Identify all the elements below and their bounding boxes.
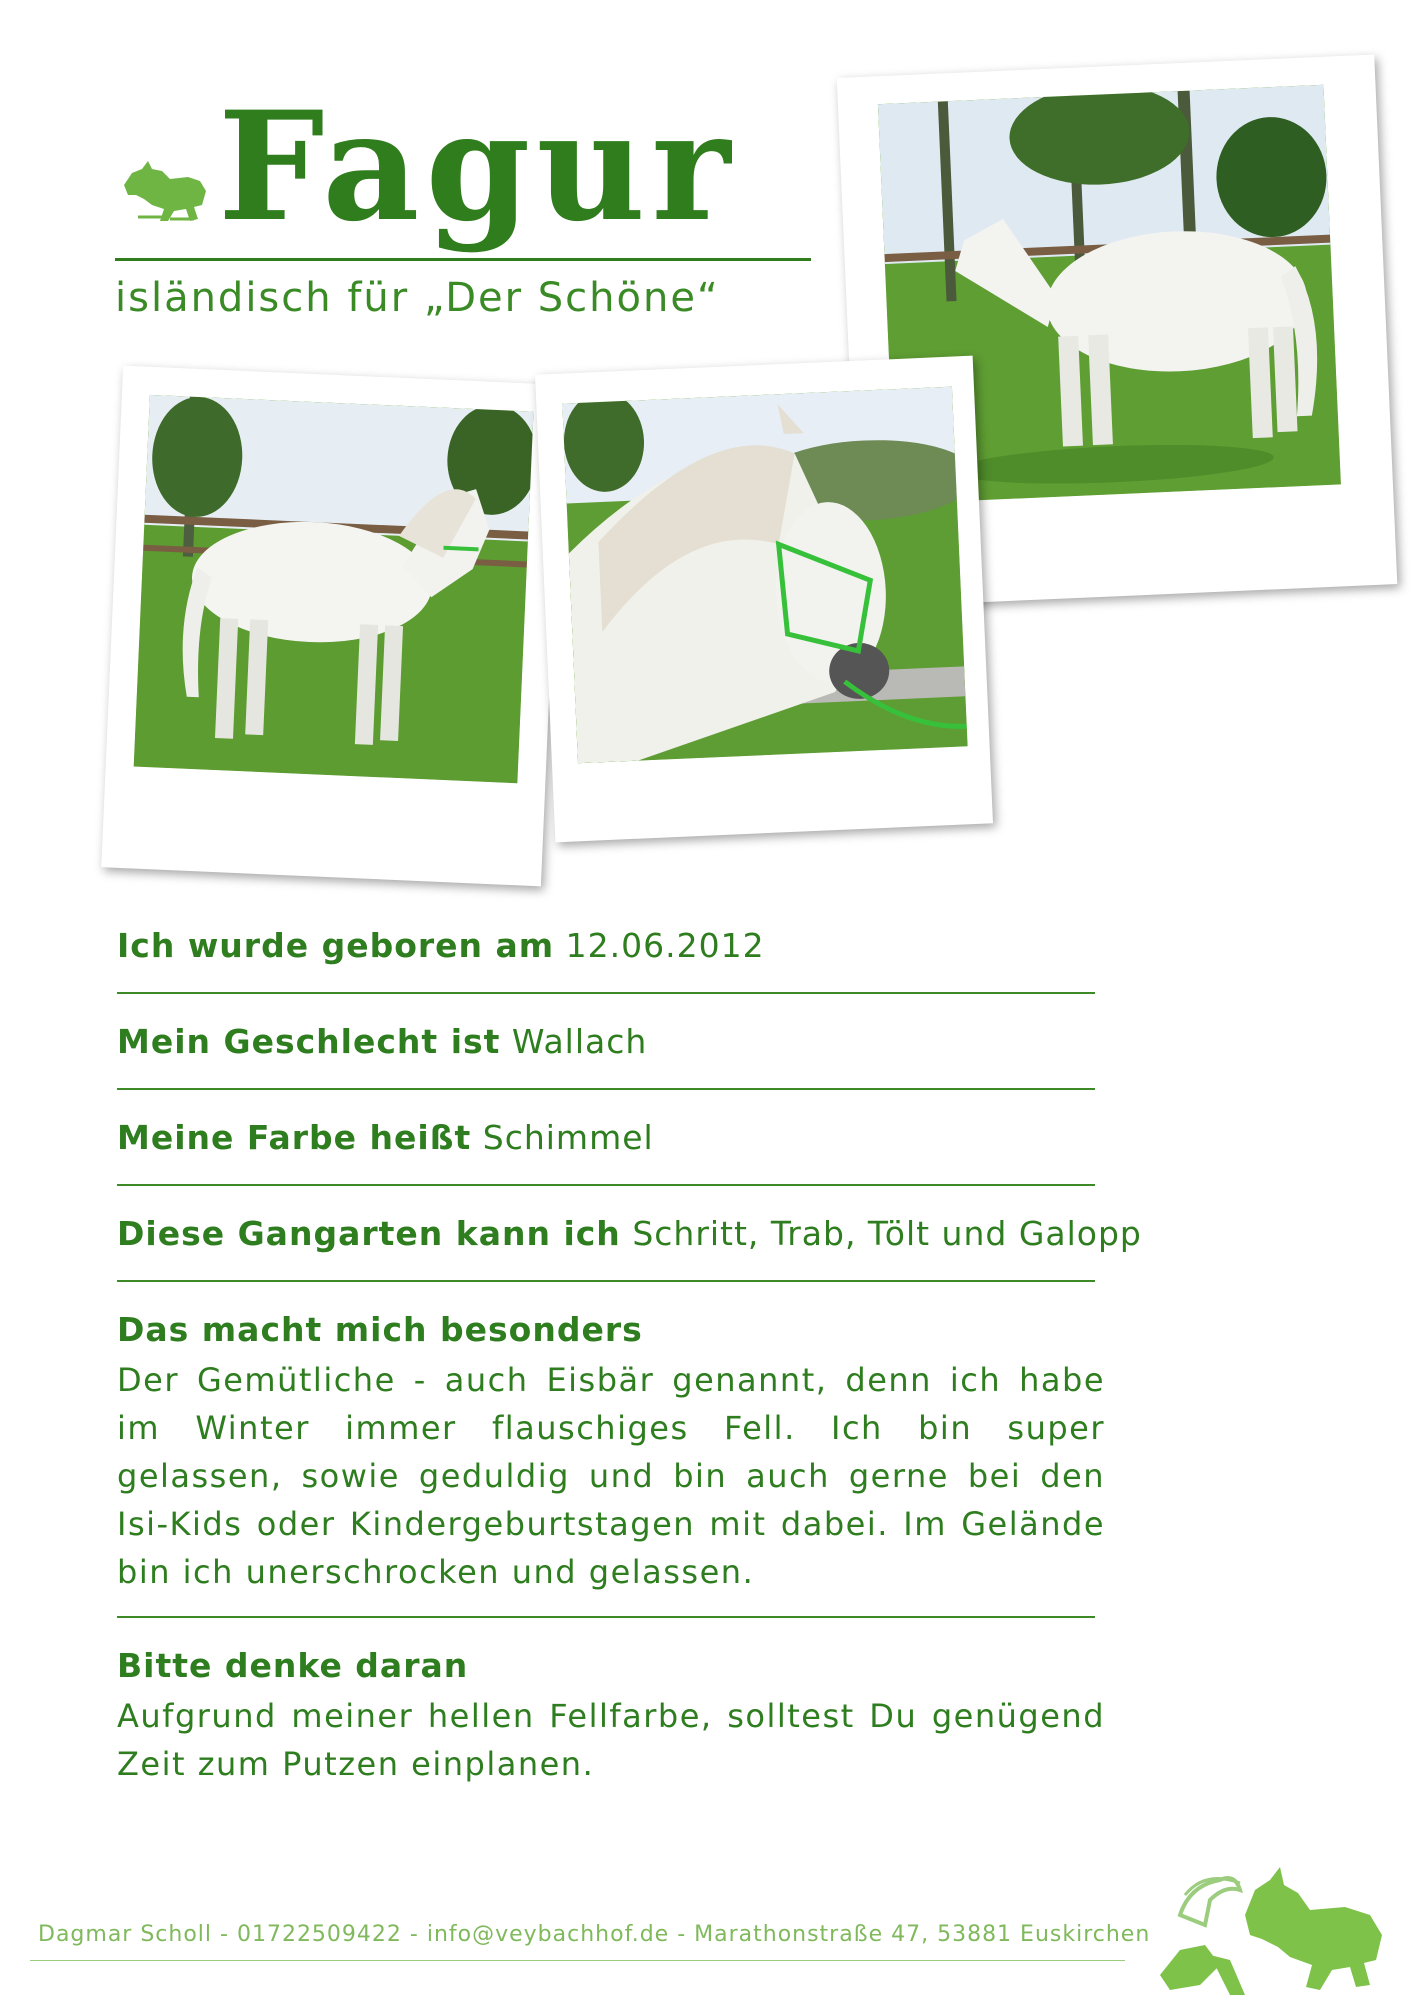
photo-card-headshot [535,356,993,843]
fact-value: Schritt, Trab, Tölt und Galopp [632,1214,1142,1253]
fact-value: Wallach [511,1022,648,1061]
fact-value: 12.06.2012 [565,926,765,965]
horse-pair-logo-icon [1150,1855,1400,2000]
special-heading: Das macht mich besonders [117,1310,643,1349]
horse-photo-head [562,387,967,764]
horse-name-title: Fagur [218,79,737,255]
divider [117,992,1095,994]
photo-card-side-left [101,366,562,887]
footer-divider [30,1960,1125,1961]
fact-label: Meine Farbe heißt [117,1118,472,1157]
divider [117,1184,1095,1186]
footer-contact: Dagmar Scholl - 01722509422 - info@veybachhof.de - Marathonstraße 47, 53881 Euskirchen [38,1922,1151,1947]
fact-label: Ich wurde geboren am [117,926,555,965]
divider [117,1088,1095,1090]
fact-gaits [117,1214,1142,1253]
fact-label: Diese Gangarten kann ich [117,1214,621,1253]
reminder-text: Aufgrund meiner hellen Fellfarbe, solltest Du genügend Zeit zum Putzen einplanen. [117,1697,1105,1783]
fact-value: Schimmel [482,1118,654,1157]
fact-color [117,1118,654,1157]
fact-gender [117,1022,647,1061]
divider [117,1280,1095,1282]
reminder-heading: Bitte denke daran [117,1646,469,1685]
fact-label: Mein Geschlecht ist [117,1022,501,1061]
name-meaning-subtitle: isländisch für „Der Schöne“ [115,275,720,321]
special-text: Der Gemütliche - auch Eisbär genannt, denn ich habe im Winter immer flauschiges Fell. Ich bin super gelassen, sowie geduldig und bin auch gerne bei den Isi-Kids oder Kindergeburtstagen mit dabei. Im Gelände bin ich unerschrocken und gelassen. [117,1361,1105,1591]
horse-logo-icon [118,155,210,227]
horse-photo-standing [134,395,534,783]
title-divider [115,258,811,261]
divider [117,1616,1095,1618]
fact-birthdate [117,926,765,965]
